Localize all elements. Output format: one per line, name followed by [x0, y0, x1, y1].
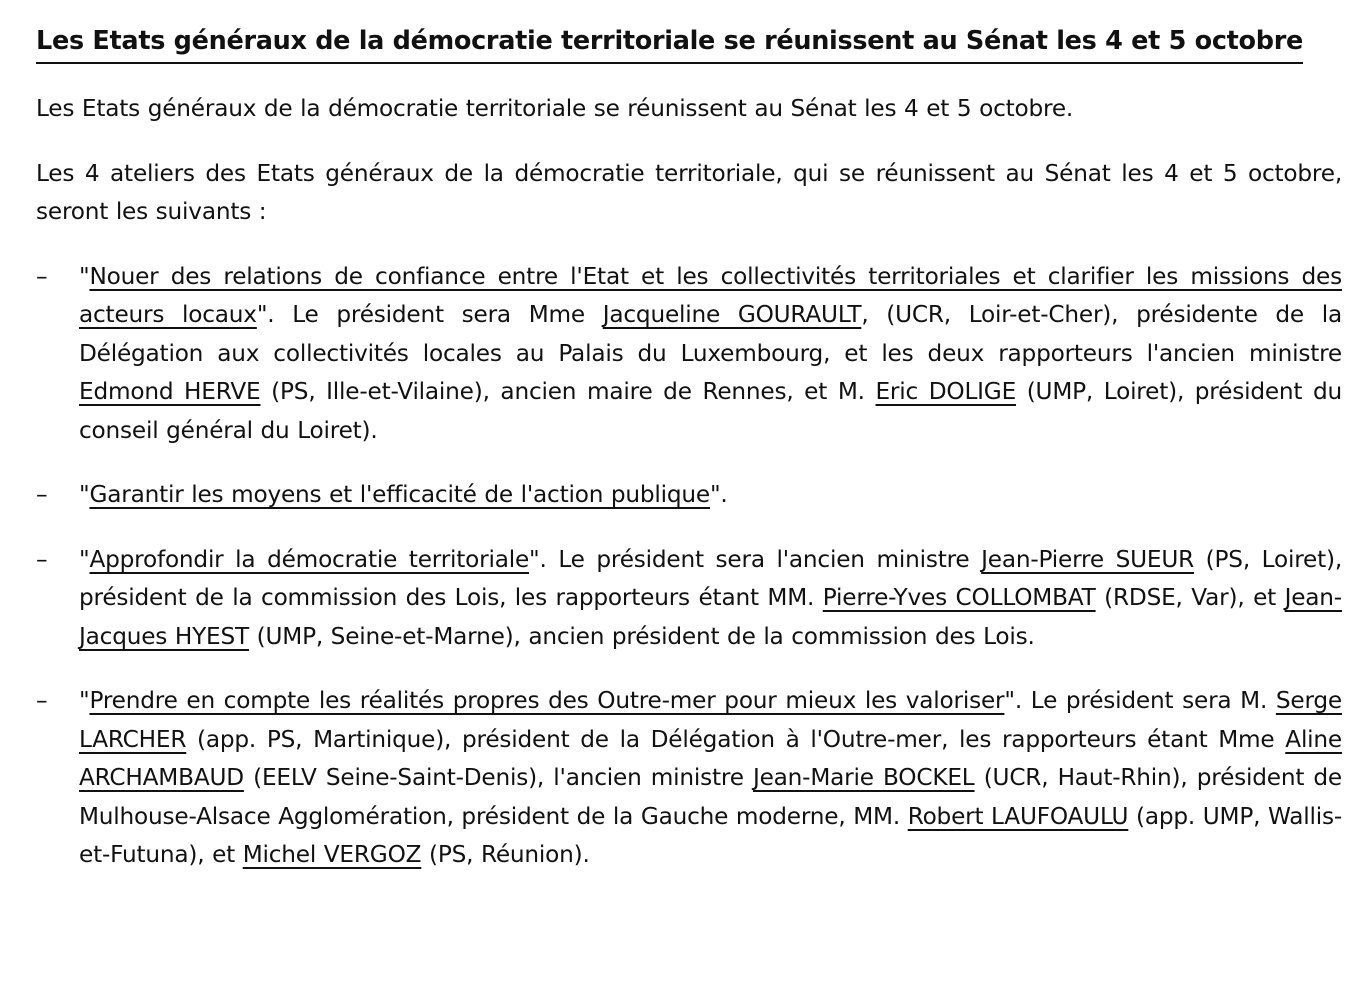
quote-open: "	[79, 262, 90, 290]
body-text: (RDSE, Var), et	[1095, 584, 1285, 611]
person-name: Jean-Pierre SUEUR	[981, 545, 1195, 573]
list-dash: –	[36, 545, 48, 573]
person-name: Michel VERGOZ	[242, 841, 422, 868]
list-dash: –	[36, 687, 48, 714]
quote-open: "	[79, 545, 90, 573]
workshop-topic: Nouer des relations de confiance entre l'Etat et les collectivités territoriales et clarifier les missions des acteurs locaux	[79, 262, 1342, 328]
workshop-item-1	[36, 258, 1342, 451]
workshop-list	[36, 258, 1346, 875]
workshop-topic: Garantir les moyens et l'efficacité de l'action publique	[89, 481, 710, 508]
person-name: Jean-Jacques HYEST	[79, 584, 1342, 650]
workshop-topic: Approfondir la démocratie territoriale	[89, 545, 530, 573]
body-text: (UMP, Seine-et-Marne), ancien président de la commission des Lois.	[248, 622, 1035, 650]
body-text: ".	[709, 481, 728, 508]
workshop-item-3	[36, 541, 1342, 657]
list-dash: –	[36, 481, 48, 508]
intro-paragraph: Les Etats généraux de la démocratie territoriale se réunissent au Sénat les 4 et 5 octobre.	[36, 95, 1074, 122]
workshop-topic: Prendre en compte les réalités propres des Outre-mer pour mieux les valoriser	[89, 687, 1005, 714]
list-dash: –	[36, 262, 48, 290]
body-text: (app. UMP, Wallis-et-Futuna), et	[79, 802, 1342, 868]
document-title: Les Etats généraux de la démocratie territoriale se réunissent au Sénat les 4 et 5 octobre	[36, 18, 1303, 64]
quote-open: "	[79, 687, 90, 714]
document-page	[36, 18, 1346, 901]
body-text: (PS, Ille-et-Vilaine), ancien maire de Rennes, et M.	[260, 378, 876, 405]
body-text: (UCR, Haut-Rhin), président de Mulhouse-Alsace Agglomération, président de la Gauche moderne, MM.	[79, 764, 1342, 830]
body-text: (app. PS, Martinique), président de la Délégation à l'Outre-mer, les rapporteurs étant Mme	[186, 725, 1286, 753]
person-name: Eric DOLIGE	[875, 378, 1017, 405]
quote-open: "	[79, 481, 90, 508]
body-text: (EELV Seine-Saint-Denis), l'ancien ministre	[243, 764, 753, 791]
person-name: Jacqueline GOURAULT	[602, 301, 862, 328]
body-text: (PS, Loiret), président de la commission des Lois, les rapporteurs étant MM.	[79, 545, 1342, 611]
workshop-item-2	[36, 476, 1342, 515]
body-text: ". Le président sera Mme	[256, 301, 603, 328]
person-name: Pierre-Yves COLLOMBAT	[822, 584, 1096, 611]
body-text: ". Le président sera l'ancien ministre	[529, 545, 982, 573]
person-name: Edmond HERVE	[79, 378, 261, 405]
person-name: Jean-Marie BOCKEL	[752, 764, 975, 791]
workshop-item-4	[36, 682, 1342, 875]
body-text: (UMP, Loiret), président du conseil général du Loiret).	[79, 378, 1342, 444]
person-name: Serge LARCHER	[79, 687, 1342, 753]
body-text: ". Le président sera M.	[1004, 687, 1276, 714]
lead-paragraph: Les 4 ateliers des Etats généraux de la démocratie territoriale, qui se réunissent au Sénat les 4 et 5 octobre, seront les suivants :	[36, 159, 1342, 225]
body-text: (PS, Réunion).	[421, 841, 590, 868]
person-name: Robert LAUFOAULU	[907, 802, 1129, 830]
person-name: Aline ARCHAMBAUD	[79, 725, 1342, 791]
body-text: , (UCR, Loir-et-Cher), présidente de la Délégation aux collectivités locales au Palais du Luxembourg, et les deux rapporteurs l'ancien ministre	[79, 301, 1343, 367]
